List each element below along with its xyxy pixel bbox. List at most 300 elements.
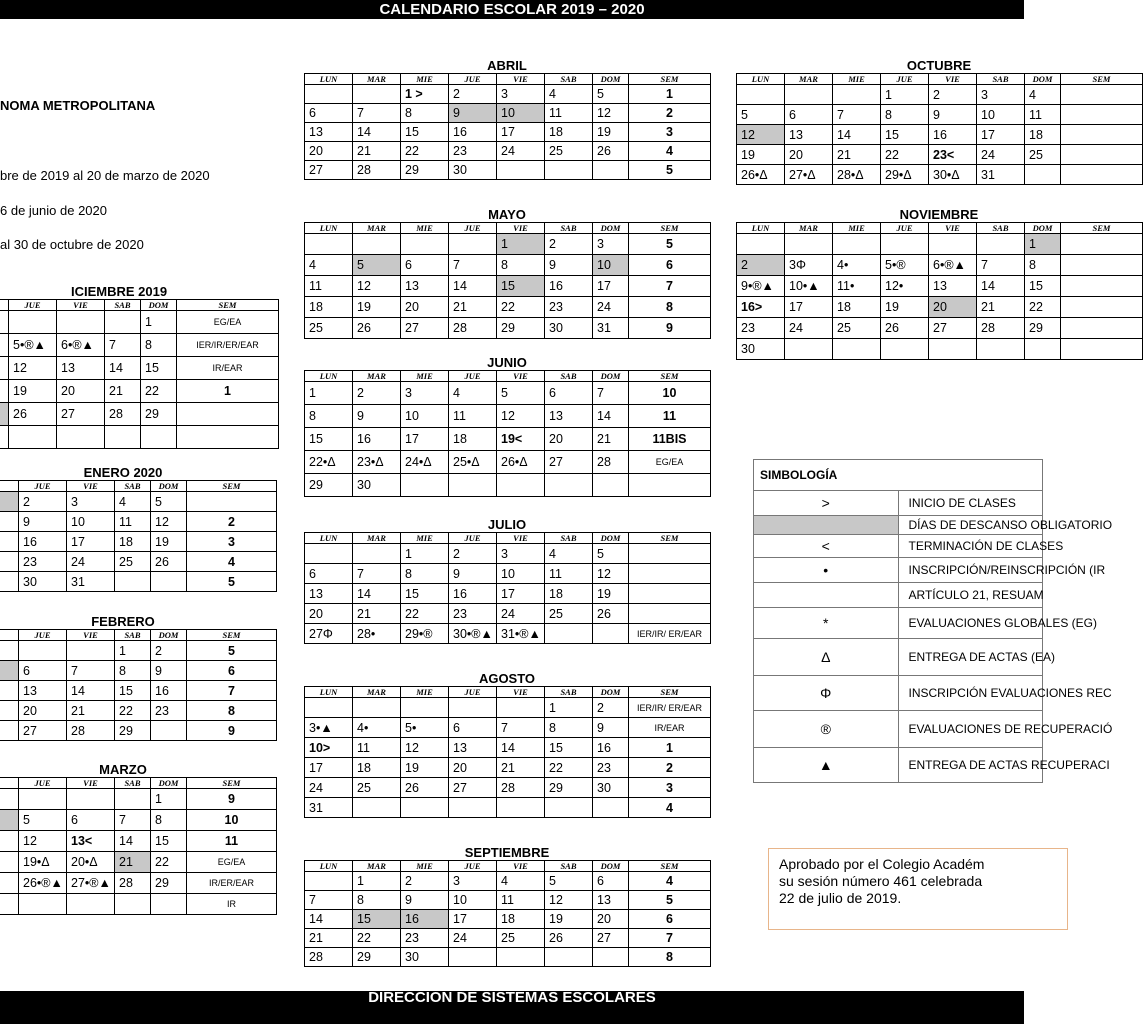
- week-row: [0, 701, 277, 721]
- week-row: [305, 718, 711, 738]
- day-cell: 18: [305, 297, 353, 318]
- day-cell: [497, 798, 545, 818]
- day-cell: 18: [545, 584, 593, 604]
- day-cell: [19, 789, 67, 810]
- week-row: [0, 512, 277, 532]
- day-cell: 20: [929, 297, 977, 318]
- day-cell: 14: [353, 584, 401, 604]
- week-row: [305, 929, 711, 948]
- weekday-header: SAB: [105, 300, 141, 311]
- day-cell: 12: [401, 738, 449, 758]
- week-row: [305, 584, 711, 604]
- day-cell: 29: [115, 721, 151, 741]
- week-row: [737, 297, 1143, 318]
- weekday-header: DOM: [1025, 223, 1061, 234]
- week-number-cell: [1061, 105, 1143, 125]
- day-cell: 28•Δ: [833, 165, 881, 185]
- day-cell: 13: [449, 738, 497, 758]
- weekday-header: SEM: [629, 74, 711, 85]
- day-cell: 4: [545, 544, 593, 564]
- week-number-cell: 4: [187, 552, 277, 572]
- day-cell: 1: [115, 641, 151, 661]
- month-table: [736, 222, 1143, 360]
- day-cell: 5: [19, 810, 67, 831]
- day-cell: 23<: [929, 145, 977, 165]
- day-cell: 5: [353, 255, 401, 276]
- day-cell: [449, 474, 497, 497]
- week-number-cell: 4: [629, 142, 711, 161]
- day-cell: 19: [737, 145, 785, 165]
- day-cell: [9, 311, 57, 334]
- legend-item: [754, 676, 1043, 711]
- weekday-header-row: [0, 300, 279, 311]
- weekday-header: MAR: [353, 371, 401, 382]
- day-cell: [977, 339, 1025, 360]
- week-number-cell: 6: [629, 910, 711, 929]
- day-cell: 10•▲: [785, 276, 833, 297]
- week-row: [305, 948, 711, 967]
- day-cell: 15: [401, 123, 449, 142]
- day-cell: [593, 474, 629, 497]
- day-cell: 28: [449, 318, 497, 339]
- day-cell: [545, 798, 593, 818]
- day-cell: 14: [977, 276, 1025, 297]
- day-cell: 2: [449, 544, 497, 564]
- weekday-header-row: [305, 371, 711, 382]
- day-cell: 21: [497, 758, 545, 778]
- day-cell: 2: [545, 234, 593, 255]
- day-cell: 13: [785, 125, 833, 145]
- day-cell: 22•Δ: [305, 451, 353, 474]
- day-cell: 7: [977, 255, 1025, 276]
- weekday-header: JUE: [19, 778, 67, 789]
- day-cell: 28: [115, 873, 151, 894]
- week-row: [305, 104, 711, 123]
- day-cell: [929, 339, 977, 360]
- day-cell: 13: [19, 681, 67, 701]
- day-cell: 20: [401, 297, 449, 318]
- week-row: [305, 698, 711, 718]
- weekday-header: VIE: [497, 861, 545, 872]
- week-row: [0, 492, 277, 512]
- day-cell: 17: [305, 758, 353, 778]
- day-cell: 23•Δ: [353, 451, 401, 474]
- weekday-header: VIE: [497, 74, 545, 85]
- week-row: [737, 255, 1143, 276]
- day-cell: 4: [1025, 85, 1061, 105]
- day-cell: 12: [737, 125, 785, 145]
- day-cell: 6: [19, 661, 67, 681]
- day-cell: 10: [401, 405, 449, 428]
- day-cell: 9: [449, 104, 497, 123]
- day-cell: [19, 894, 67, 915]
- weekday-header: SAB: [545, 861, 593, 872]
- week-number-cell: IR/ER/EAR: [187, 873, 277, 894]
- day-cell: [785, 339, 833, 360]
- day-cell: 25: [115, 552, 151, 572]
- day-cell: [305, 85, 353, 104]
- day-cell: 23: [401, 929, 449, 948]
- month-table: [304, 222, 711, 339]
- week-row: [305, 318, 711, 339]
- weekday-header-row: [305, 74, 711, 85]
- day-cell: [833, 339, 881, 360]
- week-row: [305, 778, 711, 798]
- day-cell: 1: [401, 544, 449, 564]
- week-row: [0, 380, 279, 403]
- day-cell: 20: [785, 145, 833, 165]
- day-cell: 27: [593, 929, 629, 948]
- weekday-header: MAR: [785, 223, 833, 234]
- day-cell: 30: [737, 339, 785, 360]
- day-cell: 28: [977, 318, 1025, 339]
- week-number-cell: 3: [629, 123, 711, 142]
- month-table: [304, 860, 711, 967]
- day-cell: 9: [545, 255, 593, 276]
- day-cell: 17: [593, 276, 629, 297]
- day-cell: 9: [929, 105, 977, 125]
- week-row: [0, 789, 277, 810]
- day-cell: 21: [977, 297, 1025, 318]
- week-number-cell: EG/EA: [177, 311, 279, 334]
- weekday-header: MAR: [353, 687, 401, 698]
- day-cell: [881, 339, 929, 360]
- day-cell: 11: [115, 512, 151, 532]
- weekday-header: SAB: [115, 630, 151, 641]
- weekday-header: VIE: [67, 778, 115, 789]
- week-row: [305, 451, 711, 474]
- weekday-header: MIE: [401, 223, 449, 234]
- day-cell: 3•▲: [305, 718, 353, 738]
- weekday-header: JUE: [881, 74, 929, 85]
- weekday-header: MAR: [353, 74, 401, 85]
- period-line-3: al 30 de octubre de 2020: [0, 237, 144, 252]
- weekday-header: [0, 630, 19, 641]
- day-cell: [497, 948, 545, 967]
- day-cell: 15: [353, 910, 401, 929]
- weekday-header: JUE: [19, 481, 67, 492]
- day-cell: 5: [151, 492, 187, 512]
- day-cell: 16>: [737, 297, 785, 318]
- day-cell: [151, 721, 187, 741]
- day-cell: 17: [497, 123, 545, 142]
- week-number-cell: [177, 403, 279, 426]
- day-cell: [0, 426, 9, 449]
- week-number-cell: [1061, 125, 1143, 145]
- day-cell: 8: [151, 810, 187, 831]
- weekday-header: MAR: [353, 861, 401, 872]
- week-number-cell: [629, 604, 711, 624]
- day-cell: 2: [593, 698, 629, 718]
- day-cell: [151, 572, 187, 592]
- day-cell: 3: [401, 382, 449, 405]
- weekday-header: SEM: [629, 533, 711, 544]
- day-cell: 27: [305, 161, 353, 180]
- day-cell: 29: [305, 474, 353, 497]
- legend-title: SIMBOLOGÍA: [754, 460, 1043, 491]
- week-number-cell: 7: [187, 681, 277, 701]
- legend-label: TERMINACIÓN DE CLASES: [898, 535, 1043, 558]
- weekday-header: DOM: [593, 533, 629, 544]
- day-cell: 5: [497, 382, 545, 405]
- month-table: [0, 629, 277, 741]
- weekday-header: SAB: [545, 687, 593, 698]
- day-cell: 27Φ: [305, 624, 353, 644]
- day-cell: 6: [305, 104, 353, 123]
- day-cell: 17: [497, 584, 545, 604]
- week-number-cell: [629, 584, 711, 604]
- month-title: SEPTIEMBRE: [464, 845, 550, 860]
- month-table: [304, 532, 711, 644]
- day-cell: 19: [593, 584, 629, 604]
- week-number-cell: 6: [187, 661, 277, 681]
- weekday-header: SEM: [629, 223, 711, 234]
- week-row: [0, 403, 279, 426]
- day-cell: 15: [401, 584, 449, 604]
- day-cell: 17: [977, 125, 1025, 145]
- week-number-cell: 5: [629, 891, 711, 910]
- day-cell: 25: [497, 929, 545, 948]
- day-cell: 29: [401, 161, 449, 180]
- day-cell: [0, 334, 9, 357]
- day-cell: 15: [151, 831, 187, 852]
- weekday-header: SEM: [629, 687, 711, 698]
- weekday-header: JUE: [9, 300, 57, 311]
- week-row: [0, 721, 277, 741]
- week-row: [305, 382, 711, 405]
- day-cell: 3: [593, 234, 629, 255]
- day-cell: 13: [305, 123, 353, 142]
- day-cell: 22: [141, 380, 177, 403]
- weekday-header: DOM: [151, 481, 187, 492]
- day-cell: [497, 698, 545, 718]
- approval-line-3: 22 de julio de 2019.: [779, 890, 902, 906]
- day-cell: 15: [881, 125, 929, 145]
- day-cell: 6: [785, 105, 833, 125]
- day-cell: 5: [737, 105, 785, 125]
- day-cell: [545, 474, 593, 497]
- day-cell: 24: [977, 145, 1025, 165]
- week-number-cell: [1061, 339, 1143, 360]
- day-cell: 17: [401, 428, 449, 451]
- day-cell: 7: [833, 105, 881, 125]
- day-cell: 15: [141, 357, 177, 380]
- weekday-header: JUE: [449, 533, 497, 544]
- legend-symbol: ®: [754, 711, 899, 748]
- day-cell: 27: [929, 318, 977, 339]
- day-cell: 11: [449, 405, 497, 428]
- weekday-header-row: [737, 223, 1143, 234]
- day-cell: 26: [151, 552, 187, 572]
- day-cell: 30•Δ: [929, 165, 977, 185]
- day-cell: [401, 234, 449, 255]
- day-cell: [545, 161, 593, 180]
- day-cell: 20: [305, 604, 353, 624]
- day-cell: 27: [19, 721, 67, 741]
- month-title: MARZO: [99, 762, 147, 777]
- day-cell: 3: [497, 85, 545, 104]
- week-row: [305, 544, 711, 564]
- weekday-header: MIE: [833, 223, 881, 234]
- day-cell: 11: [545, 104, 593, 123]
- day-cell: 10: [449, 891, 497, 910]
- legend-item: [754, 535, 1043, 558]
- week-number-cell: 4: [629, 872, 711, 891]
- day-cell: 28: [67, 721, 115, 741]
- weekday-header: MIE: [833, 74, 881, 85]
- week-number-cell: 7: [629, 276, 711, 297]
- day-cell: [449, 798, 497, 818]
- day-cell: 26: [593, 604, 629, 624]
- day-cell: 8: [353, 891, 401, 910]
- legend-symbol: >: [754, 491, 899, 516]
- day-cell: [0, 789, 19, 810]
- week-row: [305, 564, 711, 584]
- week-number-cell: 1: [629, 738, 711, 758]
- day-cell: 14: [305, 910, 353, 929]
- day-cell: 12: [593, 564, 629, 584]
- week-number-cell: [1061, 276, 1143, 297]
- week-row: [305, 758, 711, 778]
- weekday-header: VIE: [497, 223, 545, 234]
- weekday-header: SAB: [545, 74, 593, 85]
- day-cell: 31•®▲: [497, 624, 545, 644]
- day-cell: 17: [785, 297, 833, 318]
- day-cell: [449, 948, 497, 967]
- day-cell: 13<: [67, 831, 115, 852]
- day-cell: 15: [545, 738, 593, 758]
- day-cell: 24: [593, 297, 629, 318]
- day-cell: 4: [305, 255, 353, 276]
- day-cell: 11•: [833, 276, 881, 297]
- day-cell: 5•: [401, 718, 449, 738]
- day-cell: [0, 831, 19, 852]
- month-title: NOVIEMBRE: [899, 207, 979, 222]
- day-cell: 14: [67, 681, 115, 701]
- day-cell: 1: [151, 789, 187, 810]
- week-row: [305, 123, 711, 142]
- week-row: [305, 276, 711, 297]
- day-cell: 2: [449, 85, 497, 104]
- day-cell: [353, 798, 401, 818]
- legend-symbol: •: [754, 558, 899, 583]
- day-cell: 6: [305, 564, 353, 584]
- day-cell: 5: [545, 872, 593, 891]
- day-cell: 26•Δ: [737, 165, 785, 185]
- day-cell: [593, 948, 629, 967]
- week-number-cell: 11: [629, 405, 711, 428]
- day-cell: 4: [497, 872, 545, 891]
- day-cell: 29: [1025, 318, 1061, 339]
- day-cell: [881, 234, 929, 255]
- week-number-cell: EG/EA: [187, 852, 277, 873]
- week-row: [305, 891, 711, 910]
- week-number-cell: 3: [629, 778, 711, 798]
- day-cell: 31: [67, 572, 115, 592]
- day-cell: 9: [401, 891, 449, 910]
- day-cell: 6: [545, 382, 593, 405]
- week-row: [0, 681, 277, 701]
- week-row: [305, 604, 711, 624]
- week-number-cell: IR/EAR: [629, 718, 711, 738]
- day-cell: 14: [353, 123, 401, 142]
- day-cell: 1: [353, 872, 401, 891]
- day-cell: 22: [881, 145, 929, 165]
- day-cell: 14: [833, 125, 881, 145]
- month-table: [0, 777, 277, 915]
- day-cell: 22: [151, 852, 187, 873]
- weekday-header: JUE: [449, 223, 497, 234]
- day-cell: 16: [449, 584, 497, 604]
- day-cell: 20: [449, 758, 497, 778]
- day-cell: [353, 698, 401, 718]
- week-row: [737, 276, 1143, 297]
- day-cell: [0, 661, 19, 681]
- day-cell: 30: [19, 572, 67, 592]
- week-number-cell: 4: [629, 798, 711, 818]
- legend-symbol: ▲: [754, 748, 899, 783]
- day-cell: [0, 681, 19, 701]
- weekday-header: MAR: [353, 533, 401, 544]
- day-cell: 21: [305, 929, 353, 948]
- day-cell: 13: [401, 276, 449, 297]
- week-number-cell: 2: [629, 758, 711, 778]
- day-cell: 12: [497, 405, 545, 428]
- week-row: [0, 311, 279, 334]
- month-title: AGOSTO: [478, 671, 536, 686]
- weekday-header: SEM: [1061, 74, 1143, 85]
- day-cell: 18: [115, 532, 151, 552]
- day-cell: 7: [593, 382, 629, 405]
- day-cell: 3Φ: [785, 255, 833, 276]
- week-number-cell: IER/IR/ER/EAR: [177, 334, 279, 357]
- week-row: [737, 234, 1143, 255]
- week-number-cell: 9: [629, 318, 711, 339]
- week-number-cell: 5: [187, 572, 277, 592]
- day-cell: 3: [67, 492, 115, 512]
- day-cell: 8: [115, 661, 151, 681]
- day-cell: 28: [593, 451, 629, 474]
- footer-bar: [0, 991, 1024, 1024]
- weekday-header: MIE: [401, 687, 449, 698]
- day-cell: 16: [449, 123, 497, 142]
- week-number-cell: 5: [187, 641, 277, 661]
- day-cell: [353, 85, 401, 104]
- day-cell: [833, 85, 881, 105]
- week-number-cell: 5: [629, 234, 711, 255]
- month-table: [304, 686, 711, 818]
- day-cell: 2: [401, 872, 449, 891]
- weekday-header-row: [305, 861, 711, 872]
- weekday-header: JUE: [19, 630, 67, 641]
- day-cell: [0, 572, 19, 592]
- day-cell: 13: [593, 891, 629, 910]
- day-cell: 7: [305, 891, 353, 910]
- day-cell: 26: [593, 142, 629, 161]
- day-cell: [0, 894, 19, 915]
- week-row: [0, 810, 277, 831]
- weekday-header: MIE: [401, 533, 449, 544]
- day-cell: [1025, 339, 1061, 360]
- week-number-cell: 3: [187, 532, 277, 552]
- day-cell: [0, 721, 19, 741]
- header-bar: [0, 0, 1024, 19]
- day-cell: 8: [497, 255, 545, 276]
- month-title: ENERO 2020: [83, 465, 163, 480]
- weekday-header: SAB: [115, 481, 151, 492]
- weekday-header-row: [0, 481, 277, 492]
- day-cell: 31: [977, 165, 1025, 185]
